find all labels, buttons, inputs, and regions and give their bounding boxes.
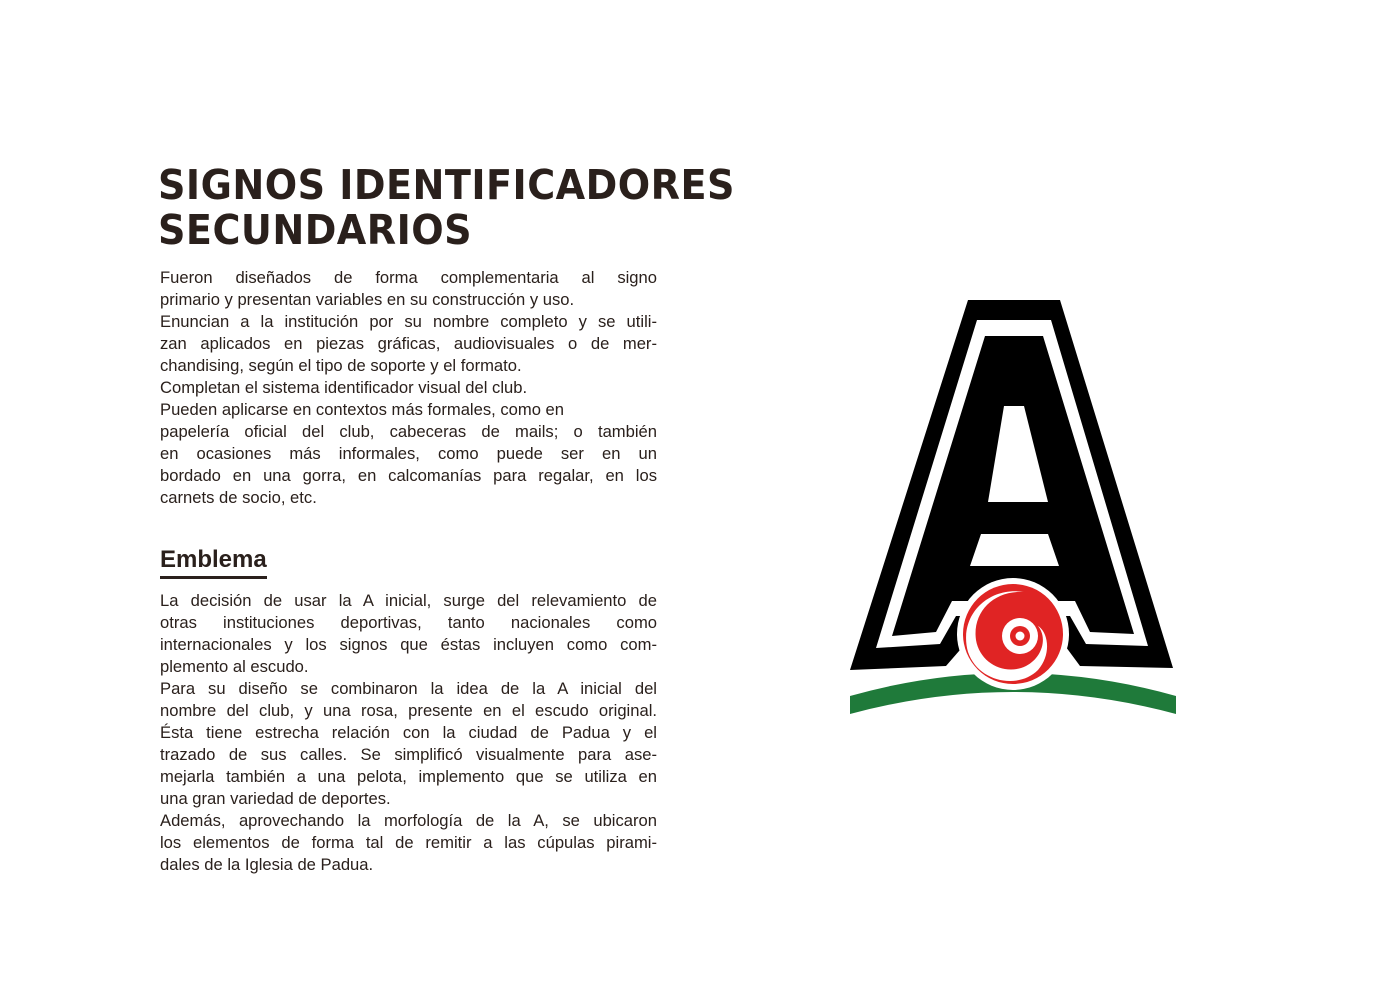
emblem-line: plemento al escudo. — [160, 657, 309, 676]
emblem-line: Además, aprovechando la morfología de la A, se ubicaron — [160, 811, 657, 830]
intro-paragraph — [160, 267, 657, 509]
intro-line: carnets de socio, etc. — [160, 488, 317, 507]
letter-a-rose-emblem-icon — [848, 298, 1178, 718]
intro-line: Pueden aplicarse en contextos más formales, como en — [160, 400, 564, 419]
emblem-subtitle: Emblema — [160, 545, 267, 579]
emblem-paragraph — [160, 590, 657, 876]
intro-line: Completan el sistema identificador visual del club. — [160, 378, 528, 397]
intro-line: primario y presentan variables en su construcción y uso. — [160, 290, 575, 309]
emblem-line: una gran variedad de deportes. — [160, 789, 391, 808]
emblem-line: los elementos de forma tal de remitir a las cúpulas pirami- — [160, 833, 657, 852]
page-title-line-1: SIGNOS IDENTIFICADORES — [158, 161, 735, 209]
emblem-line: mejarla también a una pelota, implemento que se utiliza en — [160, 767, 657, 786]
intro-line: papelería oficial del club, cabeceras de mails; o también — [160, 422, 657, 441]
emblem-line: Para su diseño se combinaron la idea de la A inicial del — [160, 679, 657, 698]
intro-line: bordado en una gorra, en calcomanías para regalar, en los — [160, 466, 657, 485]
emblem-a-crossbar-gap — [970, 534, 1059, 566]
emblem-line: dales de la Iglesia de Padua. — [160, 855, 374, 874]
emblem-line: otras instituciones deportivas, tanto nacionales como — [160, 613, 657, 632]
emblem-line: nombre del club, y una rosa, presente en el escudo original. — [160, 701, 657, 720]
emblem-line: internacionales y los signos que éstas incluyen como com- — [160, 635, 657, 654]
page-title-line-2: SECUNDARIOS — [158, 206, 473, 254]
emblem-line: La decisión de usar la A inicial, surge del relevamiento de — [160, 591, 657, 610]
intro-line: Enuncian a la institución por su nombre completo y se utili- — [160, 312, 657, 331]
intro-line: chandising, según el tipo de soporte y el formato. — [160, 356, 522, 375]
intro-line: Fueron diseñados de forma complementaria al signo — [160, 268, 657, 287]
emblem-line: Ésta tiene estrecha relación con la ciudad de Padua y el — [160, 723, 657, 742]
intro-line: en ocasiones más informales, como puede ser en un — [160, 444, 657, 463]
emblem-rose-center — [1016, 632, 1025, 641]
emblem-line: trazado de sus calles. Se simplificó visualmente para ase- — [160, 745, 657, 764]
intro-line: zan aplicados en piezas gráficas, audiovisuales o de mer- — [160, 334, 657, 353]
page-title — [158, 161, 735, 254]
